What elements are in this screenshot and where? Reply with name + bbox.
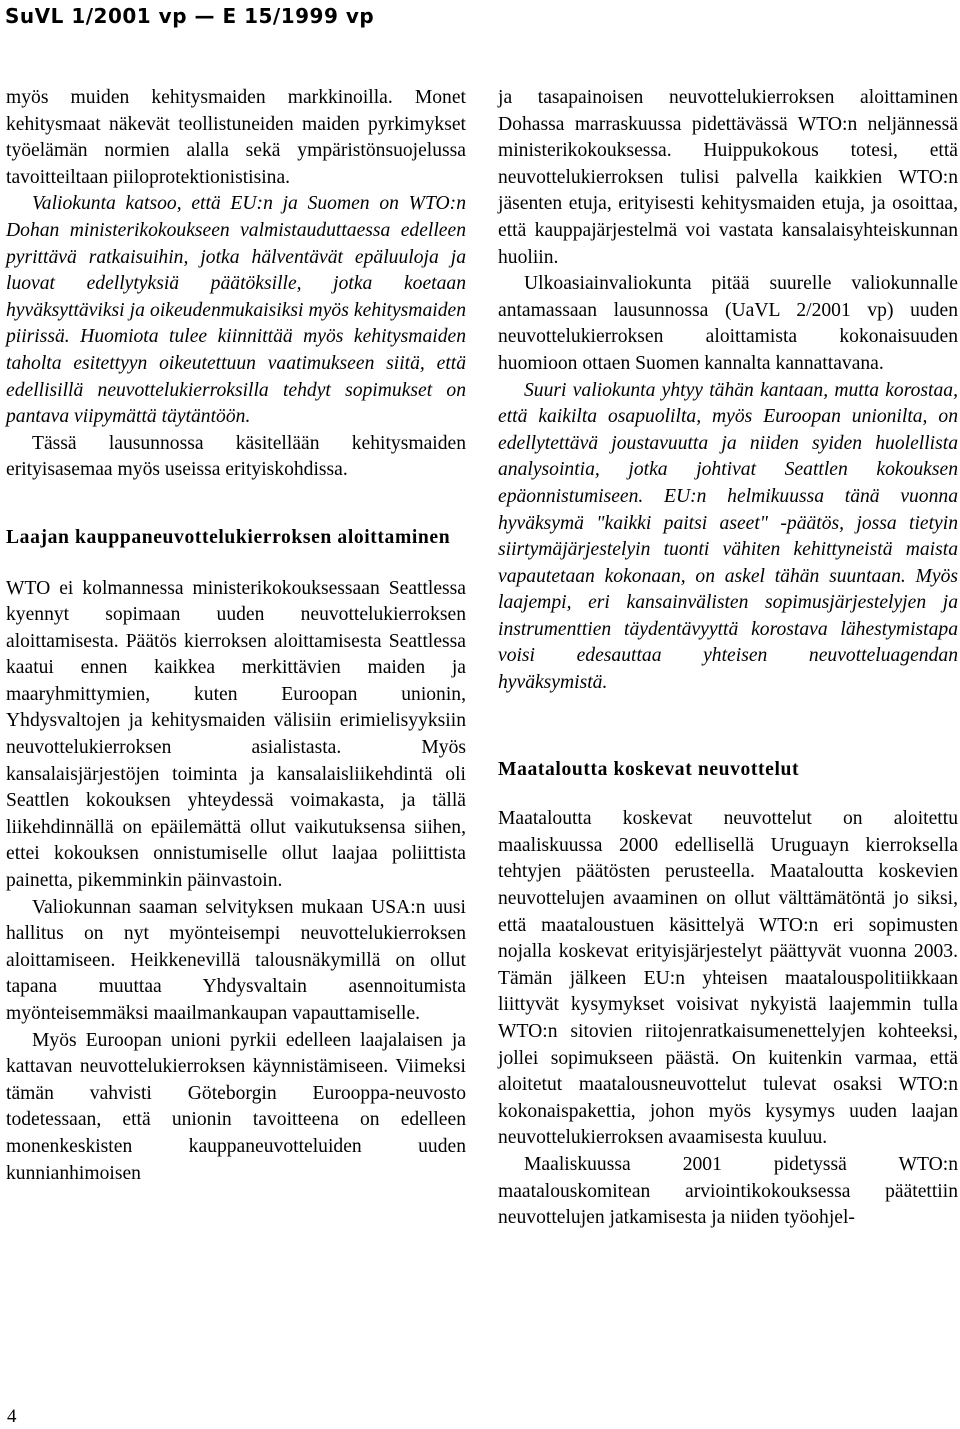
italic-paragraph: Valiokunta katsoo, että EU:n ja Suomen on WTO:n Dohan ministerikokoukseen valmistauduttaessa edelleen pyrittävä ratkaisuihin, jotka hälventävät epäluuloja ja luovat edellytyksiä päätöksille, jotka koetaan hyväksyttäviksi ja oikeudenmukaisiksi myös kehitysmaiden piirissä. Huomiota tulee kiinnittää myös kehitysmaiden taholta esitettyyn oikeutettuun vaatimukseen siitä, että edellisillä neuvottelukierroksilla tehdyt sopimukset on pantava viipymättä täytäntöön.: [6, 193, 466, 428]
paragraph: Maataloutta koskevat neuvottelut on aloitettu maaliskuussa 2000 edellisellä Uruguayn kierroksella tehtyjen päätösten perusteella. Maataloutta koskevien neuvottelujen avaaminen on ollut välttämätöntä jo siksi, että maataloustuen käsittelyä WTO:n eri sopimusten nojalla koskevat erityisjärjestelyt päättyvät vuonna 2003. Tämän jälkeen EU:n yhteisen maatalouspolitiikkaan liittyvät kysymykset voisivat nykyistä laajemmin tulla WTO:n sitovien riitojenratkaisumenettelyjen kohteeksi, jollei sopimukseen päästä. On kuitenkin varmaa, että aloitetut maatalousneuvottelut tulevat osaksi WTO:n kokonaispakettia, johon myös kysymys uuden laajan neuvottelukierroksen avaamisesta kuuluu.: [498, 808, 958, 1149]
left-column: [6, 85, 466, 1187]
right-column: [498, 85, 958, 1232]
paragraph: Maaliskuussa 2001 pidetyssä WTO:n maatalouskomitean arviointikokouksessa päätettiin neuvottelujen jatkamisesta ja niiden työohjel-: [498, 1153, 958, 1229]
paragraph: Ulkoasiainvaliokunta pitää suurelle valiokunnalle antamassaan lausunnossa (UaVL 2/2001 vp) uuden neuvottelukierroksen aloittamista kokonaisuuden huomioon ottaen Suomen kannalta kannattavana.: [498, 273, 958, 374]
paragraph: Valiokunnan saaman selvityksen mukaan USA:n uusi hallitus on nyt myönteisempi neuvottelukierroksen aloittamiseen. Heikkenevillä talousnäkymillä on ollut tapana muuttaa Yhdysvaltain asennoitumista myönteisemmäksi maailmankaupan vapauttamiselle.: [6, 896, 466, 1024]
document-header: SuVL 1/2001 vp — E 15/1999 vp: [5, 4, 375, 28]
paragraph: Tässä lausunnossa käsitellään kehitysmaiden erityisasemaa myös useissa erityiskohdissa.: [6, 432, 466, 481]
page-number: 4: [7, 1406, 17, 1427]
paragraph: ja tasapainoisen neuvottelukierroksen aloittaminen Dohassa marraskuussa pidettävässä WTO:n neljännessä ministerikokouksessa. Huippukokous totesi, että neuvottelukierroksen tulisi palvella kaikkien WTO:n jäsenten etuja, erityisesti kehitysmaiden etuja, ja osoittaa, että kauppajärjestelmä voi vastata kansalaisyhteiskunnan huoliin.: [498, 87, 958, 268]
paragraph: WTO ei kolmannessa ministerikokouksessaan Seattlessa kyennyt sopimaan uuden neuvottelukierroksen aloittamisesta. Päätös kierroksen aloittamisesta Seattlessa kaatui ennen kaikkea merkittävien maiden ja maaryhmittymien, kuten Euroopan unionin, Yhdysvaltojen ja kehitysmaiden välisiin erimielisyyksiin neuvottelukierroksen asialistasta. Myös kansalaisjärjestöjen toiminta ja kansalaisliikehdintä oli Seattlen kokouksen yhteydessä voimakasta, ja tällä liikehdinnällä on epäilemättä ollut vaikutuksensa siihen, ettei kokouksen onnistumiselle ollut laajaa poliittista painetta, pikemminkin päinvastoin.: [6, 577, 466, 892]
section-heading: Maataloutta koskevat neuvottelut: [498, 758, 800, 780]
paragraph: myös muiden kehitysmaiden markkinoilla. Monet kehitysmaat näkevät teollistuneiden maiden pyrkimykset työelämän normien alalla sekä ympäristönsuojelussa tavoitteiltaan piiloprotektionistisina.: [6, 87, 466, 188]
italic-paragraph: Suuri valiokunta yhtyy tähän kantaan, mutta korostaa, että kaikilta osapuolilta, myös Euroopan unionilta, on edellytettävä joustavuutta ja niiden syiden huolellista analysointia, jotka johtivat Seattlen kokouksen epäonnistumiseen. EU:n helmikuussa tänä vuonna hyväksymä "kaikki paitsi aseet" -päätös, jossa tietyin siirtymäjärjestelyin tuonti vähiten kehittyneistä maista vapautetaan kokonaan, on askel tähän suuntaan. Myös laajempi, eri kansainvälisten sopimusjärjestelyjen ja instrumenttien täydentävyyttä korostava lähestymistapa voisi edesauttaa yhteisen neuvotteluagendan hyväksymistä.: [498, 379, 958, 694]
paragraph: Myös Euroopan unioni pyrkii edelleen laajalaisen ja kattavan neuvottelukierroksen käynnistämiseen. Viimeksi tämän vahvisti Göteborgin Eurooppa-neuvosto todetessaan, että unionin tavoitteena on edelleen monenkeskisten kauppaneuvotteluiden uuden kunnianhimoisen: [6, 1029, 466, 1184]
section-heading: Laajan kauppaneuvottelukierroksen aloittaminen: [6, 526, 451, 548]
